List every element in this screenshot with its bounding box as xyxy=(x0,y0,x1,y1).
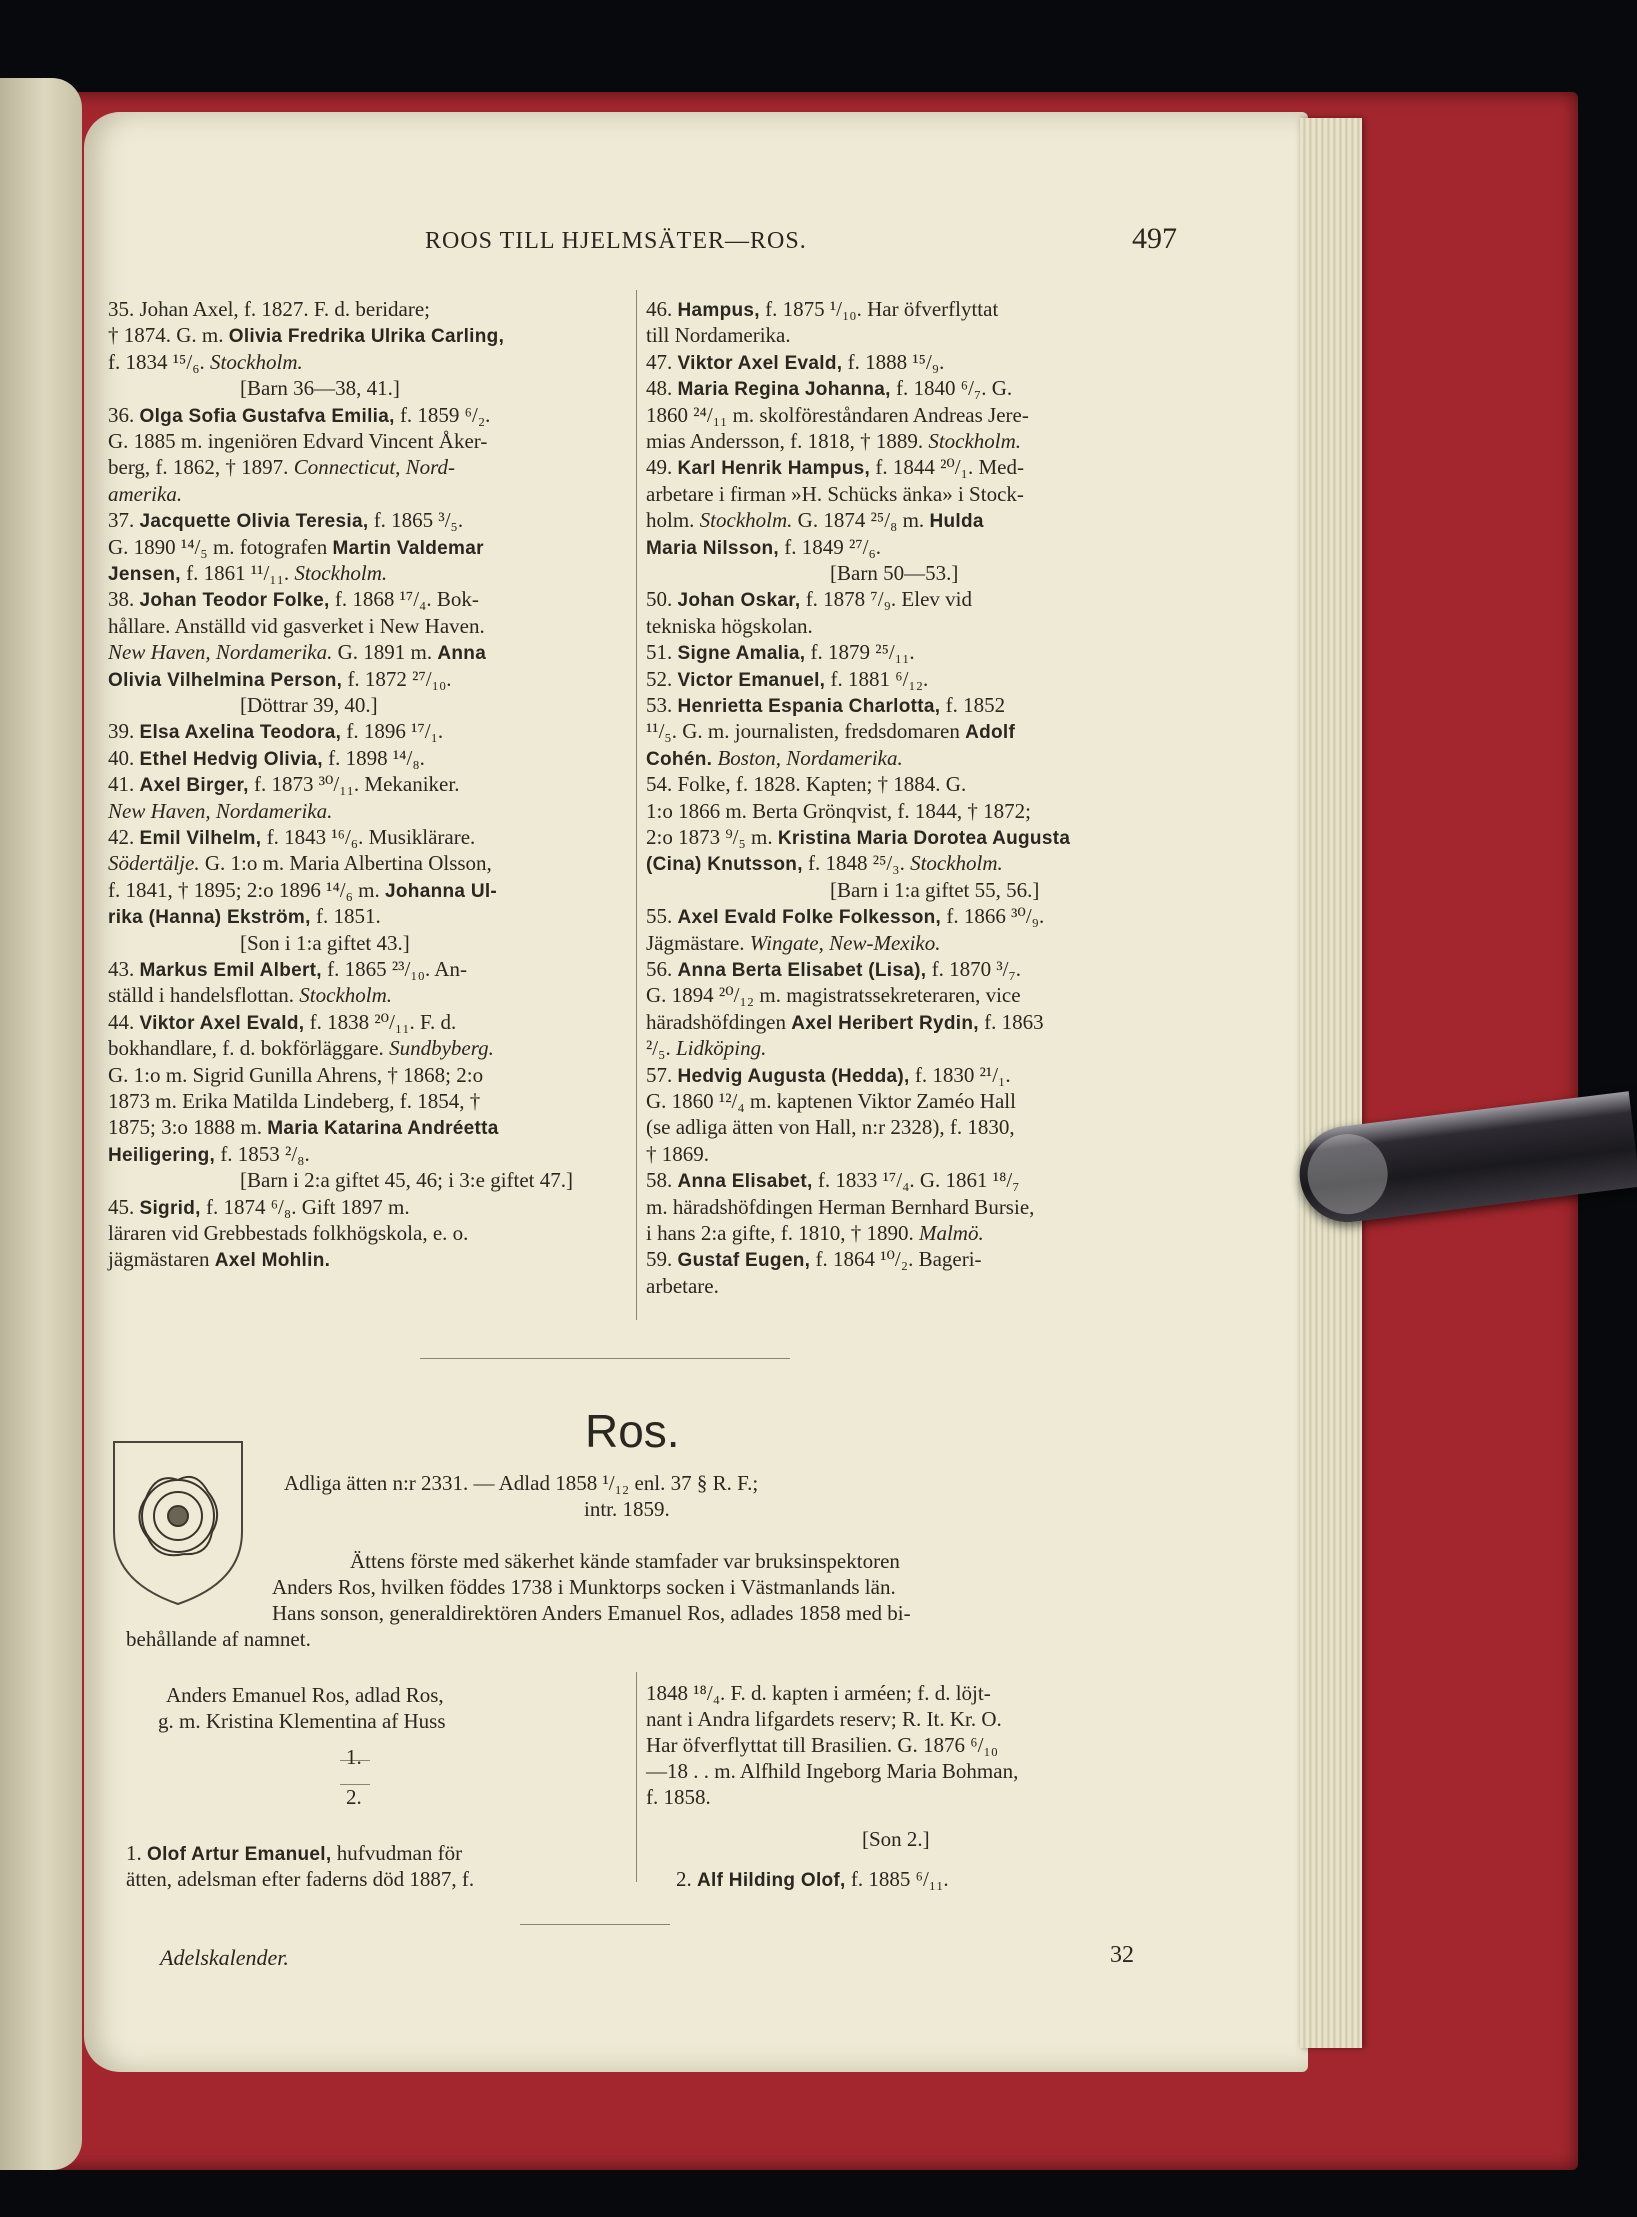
entry-text: G. 1860 ¹²/₄ m. kaptenen Viktor Zaméo Hall xyxy=(646,1089,1016,1113)
entry-text: Anders Ros, hvilken föddes 1738 i Munktorps socken i Västmanlands län. xyxy=(272,1575,896,1599)
right-column-line xyxy=(646,428,1021,454)
entry-text: Hans sonson, generaldirektören Anders Emanuel Ros, adlades 1858 med bi- xyxy=(272,1601,911,1625)
right-column-line xyxy=(646,402,1029,428)
column-divider xyxy=(636,290,637,1320)
right-column-line xyxy=(646,692,1005,720)
entry-text: G. 1:o m. Maria Albertina Olsson, xyxy=(199,851,492,876)
entry-text: f. 1872 ²⁷/₁₀. xyxy=(342,666,452,691)
left-column-line xyxy=(108,534,484,562)
family-tree-line xyxy=(346,1744,362,1770)
entry-text: † 1869. xyxy=(646,1141,709,1166)
left-column-line xyxy=(108,613,485,639)
right-column-line xyxy=(646,745,903,773)
entry-text: 1860 ²⁴/₁₁ m. skolföreståndaren Andreas Jere- xyxy=(646,402,1029,427)
ros-entry-line xyxy=(126,1840,462,1868)
right-column-line xyxy=(830,877,1039,903)
right-column-line xyxy=(646,798,1031,824)
right-column-line xyxy=(646,296,998,324)
left-column-line xyxy=(108,296,430,322)
left-column-line xyxy=(108,956,467,984)
ros-entry-line xyxy=(646,1706,1002,1732)
entry-text: G. 1:o m. Sigrid Gunilla Ahrens, † 1868; 2:o xyxy=(108,1062,484,1087)
entry-text: [Son i 1:a giftet 43.] xyxy=(240,930,410,955)
person-name: Henrietta Espania Charlotta, xyxy=(677,696,941,717)
right-column-line xyxy=(646,481,1024,507)
right-column-line xyxy=(830,560,958,586)
entry-text: f. 1840 ⁶/₇. G. xyxy=(890,376,1013,401)
person-name: Axel Heribert Rydin, xyxy=(791,1012,979,1034)
entry-text: 1848 ¹⁸/₄. F. d. kapten i arméen; f. d. löjt- xyxy=(646,1681,991,1705)
entry-text: f. 1864 ¹⁰/₂. Bageri- xyxy=(810,1247,982,1272)
person-name: Ethel Hedvig Olivia, xyxy=(139,748,323,770)
entry-text: [Barn 36—38, 41.] xyxy=(240,376,400,401)
left-column-line xyxy=(108,903,381,931)
person-name: Maria Nilsson, xyxy=(646,537,780,559)
entry-text: Adliga ätten n:r 2331. — Adlad 1858 ¹/₁₂ enl. 37 § R. F.; xyxy=(284,1471,759,1495)
place-name: Lidköping. xyxy=(675,1036,767,1061)
entry-text: [Döttrar 39, 40.] xyxy=(240,693,378,717)
family-tree-line xyxy=(158,1708,446,1734)
left-column-line xyxy=(108,402,490,430)
entry-text: 1. xyxy=(126,1841,147,1865)
person-name: Johan Oskar, xyxy=(677,590,801,612)
entry-text: (se adliga ätten von Hall, n:r 2328), f. 1830, xyxy=(646,1115,1015,1140)
left-column-line xyxy=(108,1062,483,1088)
right-column-line xyxy=(646,507,984,535)
left-column-line xyxy=(108,666,452,694)
entry-text: Anders Emanuel Ros, adlad Ros, xyxy=(166,1683,444,1707)
person-name: Viktor Axel Evald, xyxy=(677,352,843,374)
entry-text: f. 1874 ⁶/₈. Gift 1897 m. xyxy=(200,1194,410,1219)
entry-text: f. 1881 ⁶/₁₂. xyxy=(825,666,929,691)
left-column-line xyxy=(108,1035,494,1061)
left-column-line xyxy=(240,1167,573,1193)
entry-text: f. 1896 ¹⁷/₁. xyxy=(341,719,444,744)
footer-sheet-number: 32 xyxy=(1110,1942,1134,1968)
left-column-line xyxy=(108,639,486,667)
person-name: Hedvig Augusta (Hedda), xyxy=(677,1065,910,1087)
entry-text: f. 1863 xyxy=(978,1009,1044,1034)
entry-text: [Barn i 1:a giftet 55, 56.] xyxy=(830,877,1040,902)
entry-text: f. 1851. xyxy=(310,904,381,929)
entry-text: —18 . . m. Alfhild Ingeborg Maria Bohman, xyxy=(646,1759,1019,1783)
person-name: Markus Emil Albert, xyxy=(139,960,322,981)
person-name: Adolf xyxy=(965,722,1016,744)
person-name: Alf Hilding Olof, xyxy=(697,1870,846,1891)
left-column-line xyxy=(108,1220,468,1246)
person-name: Olof Artur Emanuel, xyxy=(147,1844,332,1865)
right-column-line xyxy=(646,586,972,614)
ros-entry-line xyxy=(646,1732,998,1758)
entry-text: f. 1844 ²⁰/₁. Med- xyxy=(870,455,1024,480)
entry-text: 50. xyxy=(646,587,678,612)
family-tree-line xyxy=(346,1784,362,1810)
right-column-line xyxy=(646,771,966,797)
entry-text: f. 1875 ¹/₁₀. Har öfverflyttat xyxy=(759,297,999,321)
entry-text: 36. xyxy=(108,402,140,427)
entry-text: 56. xyxy=(646,957,678,981)
right-column-line xyxy=(646,454,1024,482)
entry-text: häradshöfdingen xyxy=(646,1009,792,1034)
person-name: Anna xyxy=(437,643,487,665)
person-name: Anna Elisabet, xyxy=(677,1171,813,1193)
entry-text: Ättens förste med säkerhet kände stamfader var bruksinspektoren xyxy=(350,1549,900,1573)
entry-text: f. 1866 ³⁰/₉. xyxy=(941,904,1045,929)
right-column-line xyxy=(646,1167,1020,1195)
right-column-line xyxy=(646,1246,982,1274)
entry-text: f. 1843 ¹⁶/₆. Musiklärare. xyxy=(261,825,476,849)
place-name: Stockholm. xyxy=(928,429,1022,453)
person-name: Viktor Axel Evald, xyxy=(139,1012,305,1034)
family-history-line xyxy=(272,1600,911,1626)
place-name: New Haven, Nordamerika. xyxy=(108,640,333,665)
entry-text: 1:o 1866 m. Berta Grönqvist, f. 1844, † 1872; xyxy=(646,798,1031,823)
entry-text: 59. xyxy=(646,1247,678,1272)
person-name: Martin Valdemar xyxy=(332,537,484,559)
entry-text: † 1874. G. m. xyxy=(108,323,229,348)
left-column-line xyxy=(108,1194,410,1222)
entry-text: läraren vid Grebbestads folkhögskola, e. o. xyxy=(108,1221,469,1245)
entry-text: 38. xyxy=(108,587,140,612)
column-divider-lower xyxy=(636,1672,637,1882)
right-column-line xyxy=(646,824,1070,852)
ros-entry-line xyxy=(862,1826,930,1852)
left-column-line xyxy=(240,375,400,401)
entry-text: f. 1865 ³/₅. xyxy=(368,508,464,533)
family-history-line xyxy=(272,1574,896,1600)
entry-text: g. m. Kristina Klementina af Huss xyxy=(158,1709,446,1733)
right-column-line xyxy=(646,1141,709,1167)
left-column-line xyxy=(108,850,492,876)
entry-text: f. 1868 ¹⁷/₄. Bok- xyxy=(329,587,479,612)
entry-text: 2. xyxy=(676,1867,697,1891)
left-column-line xyxy=(108,771,459,799)
left-column-line xyxy=(108,824,475,852)
entry-text: ²/₅. xyxy=(646,1036,676,1061)
person-name: Emil Vilhelm, xyxy=(139,828,262,849)
entry-text: berg, f. 1862, † 1897. xyxy=(108,455,294,480)
entry-text: holm. xyxy=(646,508,700,533)
entry-text: 2. xyxy=(346,1785,362,1809)
entry-text: f. 1838 ²⁰/₁₁. F. d. xyxy=(304,1009,457,1034)
left-column-line xyxy=(108,454,455,480)
entry-text: f. 1849 ²⁷/₆. xyxy=(779,534,882,559)
left-column-line xyxy=(108,560,387,588)
person-name: Johan Teodor Folke, xyxy=(139,590,330,612)
person-name: Jacquette Olivia Teresia, xyxy=(139,511,369,533)
person-name: rika (Hanna) Ekström, xyxy=(108,907,311,929)
entry-text: 35. Johan Axel, f. 1827. F. d. beridare; xyxy=(108,297,431,321)
entry-text: 1875; 3:o 1888 m. xyxy=(108,1115,268,1140)
entry-text: 41. xyxy=(108,772,140,797)
entry-text: 1. xyxy=(346,1745,362,1769)
person-name: Johanna Ul- xyxy=(385,880,498,902)
person-name: (Cina) Knutsson, xyxy=(646,854,803,876)
running-title: ROOS TILL HJELMSÄTER—ROS. xyxy=(425,228,807,254)
left-column-line xyxy=(240,692,378,718)
entry-text: Jägmästare. xyxy=(646,930,750,955)
entry-text: bokhandlare, f. d. bokförläggare. xyxy=(108,1036,390,1061)
person-name: Cohén. xyxy=(646,748,713,770)
entry-text: f. 1898 ¹⁴/₈. xyxy=(322,745,425,770)
entry-text: mias Andersson, f. 1818, † 1889. xyxy=(646,429,929,453)
ros-entry-line xyxy=(646,1680,991,1706)
person-name: Hampus, xyxy=(677,300,760,321)
place-name: Södertälje. xyxy=(108,851,200,876)
person-name: Elsa Axelina Teodora, xyxy=(139,722,342,744)
entry-text: f. 1885 ⁶/₁₁. xyxy=(845,1867,949,1891)
entry-text: f. 1873 ³⁰/₁₁. Mekaniker. xyxy=(248,772,460,797)
entry-text: G. 1894 ²⁰/₁₂ m. magistratssekreteraren, vice xyxy=(646,983,1021,1008)
entry-text: f. 1888 ¹⁵/₉. xyxy=(842,349,945,374)
right-column-line xyxy=(646,1114,1015,1140)
entry-text: arbetare i firman »H. Schücks änka» i Stock- xyxy=(646,481,1024,506)
entry-text: 1873 m. Erika Matilda Lindeberg, f. 1854, † xyxy=(108,1089,481,1113)
section-divider xyxy=(420,1358,790,1359)
entry-text: 53. xyxy=(646,693,678,717)
right-column-line xyxy=(646,850,1003,878)
person-name: Signe Amalia, xyxy=(677,643,806,665)
entry-text: arbetare. xyxy=(646,1273,719,1298)
entry-text: 58. xyxy=(646,1168,678,1193)
place-name: Boston, Nordamerika. xyxy=(717,745,903,770)
entry-text: 52. xyxy=(646,666,678,691)
entry-text: f. 1858. xyxy=(646,1785,711,1809)
entry-text: Har öfverflyttat till Brasilien. G. 1876 ⁶/₁₀ xyxy=(646,1733,999,1757)
entry-text: till Nordamerika. xyxy=(646,323,791,348)
left-column-line xyxy=(108,507,463,535)
rose-shield-icon xyxy=(108,1432,248,1612)
page-number: 497 xyxy=(1132,222,1177,255)
entry-text: f. 1853 ²/₈. xyxy=(215,1141,310,1166)
entry-text: 43. xyxy=(108,957,140,981)
family-title: Ros. xyxy=(585,1405,680,1457)
person-name: Karl Henrik Hampus, xyxy=(677,458,871,480)
entry-text: jägmästaren xyxy=(108,1247,215,1272)
entry-text: ¹¹/₅. G. m. journalisten, fredsdomaren xyxy=(646,719,966,744)
facing-page-edge xyxy=(0,78,82,2170)
entry-text: f. 1833 ¹⁷/₄. G. 1861 ¹⁸/₇ xyxy=(812,1168,1020,1193)
ros-entry-line xyxy=(646,1784,711,1810)
entry-text: 42. xyxy=(108,825,140,849)
right-column-line xyxy=(646,956,1021,984)
family-intro-line xyxy=(284,1470,758,1496)
right-column-line xyxy=(646,1062,1011,1090)
right-column-line xyxy=(646,930,941,956)
footer-signature: Adelskalender. xyxy=(160,1945,289,1970)
entry-text: 49. xyxy=(646,455,678,480)
entry-text: 54. Folke, f. 1828. Kapten; † 1884. G. xyxy=(646,772,967,797)
left-column-line xyxy=(108,1246,330,1274)
entry-text: tekniska högskolan. xyxy=(646,613,813,638)
entry-text: 47. xyxy=(646,349,678,374)
entry-text: f. 1861 ¹¹/₁₁. xyxy=(180,561,295,585)
entry-text: 57. xyxy=(646,1062,678,1087)
person-name: Maria Katarina Andréetta xyxy=(267,1118,499,1140)
left-column-line xyxy=(108,718,443,746)
person-name: Olivia Fredrika Ulrika Carling, xyxy=(228,326,505,348)
person-name: Sigrid, xyxy=(139,1197,201,1219)
entry-text: hållare. Anställd vid gasverket i New Haven. xyxy=(108,613,485,638)
person-name: Gustaf Eugen, xyxy=(677,1250,811,1272)
entry-text: 46. xyxy=(646,297,678,321)
family-history-line xyxy=(350,1548,900,1574)
place-name: Sundbyberg. xyxy=(389,1036,494,1061)
person-name: Olga Sofia Gustafva Emilia, xyxy=(139,405,395,427)
place-name: Stockholm. xyxy=(910,851,1003,876)
place-name: Stockholm. xyxy=(699,508,793,533)
entry-text: nant i Andra lifgardets reserv; R. It. Kr. O. xyxy=(646,1707,1002,1731)
right-column-line xyxy=(646,1220,984,1246)
person-name: Anna Berta Elisabet (Lisa), xyxy=(677,960,927,981)
right-column-line xyxy=(646,375,1012,403)
place-name: Malmö. xyxy=(918,1221,984,1245)
person-name: Heiligering, xyxy=(108,1144,216,1166)
person-name: Victor Emanuel, xyxy=(677,669,826,691)
entry-text: f. 1830 ²¹/₁. xyxy=(909,1062,1011,1087)
entry-text: f. 1879 ²⁵/₁₁. xyxy=(805,640,915,665)
right-column-line xyxy=(646,322,791,348)
entry-text: G. 1891 m. xyxy=(332,640,438,665)
family-history-line xyxy=(126,1626,311,1652)
right-column-line xyxy=(646,1273,719,1299)
right-column-line xyxy=(646,1194,1034,1220)
person-name: Hulda xyxy=(929,511,984,533)
right-column-line xyxy=(646,666,928,694)
left-column-line xyxy=(108,428,487,454)
right-column-line xyxy=(646,903,1044,931)
right-column-line xyxy=(646,639,915,667)
place-name: Stockholm. xyxy=(294,561,388,585)
entry-text: i hans 2:a gifte, f. 1810, † 1890. xyxy=(646,1221,919,1245)
entry-text: [Son 2.] xyxy=(862,1827,930,1851)
person-name: Axel Mohlin. xyxy=(214,1250,331,1272)
place-name: Stockholm. xyxy=(299,983,393,1008)
person-name: Olivia Vilhelmina Person, xyxy=(108,669,343,691)
left-column-line xyxy=(108,877,497,905)
entry-text: 44. xyxy=(108,1009,140,1034)
ros-entry-line xyxy=(126,1866,474,1892)
entry-text: G. 1890 ¹⁴/₅ m. fotografen xyxy=(108,534,333,559)
place-name: Stockholm. xyxy=(210,349,303,374)
left-column-line xyxy=(108,1141,310,1169)
left-column-line xyxy=(108,586,479,614)
left-column-line xyxy=(108,1088,480,1114)
entry-text: 2:o 1873 ⁹/₅ m. xyxy=(646,825,778,849)
family-tree-line xyxy=(166,1682,444,1708)
right-column-line xyxy=(646,1035,766,1061)
left-column-line xyxy=(108,322,504,350)
left-column-line xyxy=(240,930,410,956)
right-column-line xyxy=(646,613,813,639)
entry-text: ställd i handelsflottan. xyxy=(108,983,300,1008)
entry-text: 40. xyxy=(108,745,140,770)
left-column-line xyxy=(108,349,303,375)
entry-text: 55. xyxy=(646,904,678,929)
left-column-line xyxy=(108,1114,499,1142)
entry-text: f. 1859 ⁶/₂. xyxy=(394,402,491,427)
entry-text: G. 1885 m. ingeniören Edvard Vincent Åker- xyxy=(108,429,488,453)
bottom-divider xyxy=(520,1924,670,1925)
entry-text: 51. xyxy=(646,640,678,665)
left-column-line xyxy=(108,481,182,507)
entry-text: f. 1878 ⁷/₉. Elev vid xyxy=(800,587,972,612)
entry-text: f. 1848 ²⁵/₃. xyxy=(802,851,911,876)
entry-text: 45. xyxy=(108,1194,140,1219)
person-name: Axel Birger, xyxy=(139,775,249,797)
right-column-line xyxy=(646,1088,1016,1114)
right-column-line xyxy=(646,1009,1044,1037)
entry-text: f. 1852 xyxy=(940,693,1006,717)
entry-text: f. 1834 ¹⁵/₆. xyxy=(108,349,211,374)
entry-text: m. häradshöfdingen Herman Bernhard Bursie, xyxy=(646,1194,1035,1219)
ros-entry-line xyxy=(676,1866,949,1894)
entry-text: f. 1841, † 1895; 2:o 1896 ¹⁴/₆ m. xyxy=(108,877,386,902)
entry-text: G. 1874 ²⁵/₈ m. xyxy=(792,508,930,533)
entry-text: 37. xyxy=(108,508,140,533)
right-column-line xyxy=(646,718,1015,746)
entry-text: intr. 1859. xyxy=(584,1497,670,1521)
entry-text: 48. xyxy=(646,376,678,401)
left-column-line xyxy=(108,1009,456,1037)
person-name: Maria Regina Johanna, xyxy=(677,379,891,401)
person-name: Axel Evald Folke Folkesson, xyxy=(677,907,942,929)
entry-text: behållande af namnet. xyxy=(126,1627,311,1651)
entry-text: 39. xyxy=(108,719,140,744)
right-column-line xyxy=(646,534,881,562)
entry-text: [Barn 50—53.] xyxy=(830,561,959,585)
left-column-line xyxy=(108,798,332,824)
entry-text: f. 1865 ²³/₁₀. An- xyxy=(321,957,467,981)
place-name: amerika. xyxy=(108,481,183,506)
right-column-line xyxy=(646,982,1021,1008)
left-column-line xyxy=(108,982,392,1008)
page-block-edges xyxy=(1300,118,1362,2048)
place-name: Connecticut, Nord- xyxy=(293,455,456,480)
entry-text: hufvudman för xyxy=(331,1841,463,1865)
family-intro-line xyxy=(584,1496,670,1522)
entry-text: [Barn i 2:a giftet 45, 46; i 3:e giftet 47.] xyxy=(240,1168,574,1193)
entry-text: ätten, adelsman efter faderns död 1887, f. xyxy=(126,1867,475,1891)
ros-entry-line xyxy=(646,1758,1018,1784)
right-column-line xyxy=(646,349,944,377)
place-name: New Haven, Nordamerika. xyxy=(108,798,333,823)
place-name: Wingate, New-Mexiko. xyxy=(749,930,941,955)
left-column-line xyxy=(108,745,425,773)
entry-text: f. 1870 ³/₇. xyxy=(926,957,1022,981)
person-name: Jensen, xyxy=(108,564,181,585)
person-name: Kristina Maria Dorotea Augusta xyxy=(777,828,1071,849)
